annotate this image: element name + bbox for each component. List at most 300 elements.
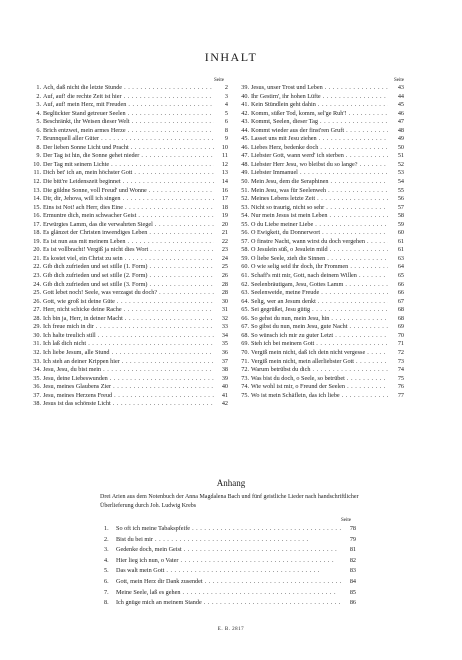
toc-entry [236,144,404,153]
entry-number: 44. [241,126,249,134]
entry-number: 71. [241,357,249,365]
entry-title: Ihr Gestirn', ihr hohen Lüfte . . . [251,93,388,102]
entry-title: Auf, auf! mein Herz, mit Freuden . . . [43,101,214,110]
entry-page-number: 10 [221,143,228,151]
entry-number: 9. [36,152,41,160]
entry-page-number: 35 [221,340,228,348]
entry-title: Kommt wieder aus der finst'ren Gruft . . . [251,127,388,136]
entry-title: So gibst du nun, mein Jesu, gute Nacht . . . [251,323,388,332]
toc-entry [236,127,404,136]
entry-number: 48. [241,160,249,168]
entry-page-number: 85 [349,588,356,596]
entry-title: Mein Jesu, was für Seelenweh . . . [251,187,388,196]
toc-entry [236,204,404,213]
toc-entry [236,383,404,392]
entry-number: 6. [36,126,41,134]
entry-number: 15. [33,203,41,211]
entry-page-number: 86 [349,599,356,607]
toc-entry [28,340,228,349]
entry-page-number: 19 [221,212,228,220]
entry-title: Ich halte treulich still . . . [43,332,214,341]
toc-entry [28,263,228,272]
entry-page-number: 77 [397,391,404,399]
toc-entry [28,298,228,307]
entry-title: Gott lebet noch! Seele, was verzagst du doch? . . . [43,289,214,298]
entry-number: 19. [33,237,41,245]
entry-number: 58. [241,246,249,254]
toc-entry [236,323,404,332]
toc-entry [104,577,356,588]
entry-page-number: 76 [397,383,404,391]
entry-title: O Ewigkeit, du Donnerwort . . . [251,229,388,238]
entry-page-number: 34 [221,331,228,339]
toc-entry [236,135,404,144]
entry-title: Es ist vollbracht! Vergiß ja nicht dies Wort . . . [43,246,214,255]
entry-title: O Jesulein süß, o Jesulein mild . . . [251,246,388,255]
entry-title: O finstre Nacht, wann wirst du doch vergehen . . . [251,238,388,247]
entry-title: Ich steh an deiner Krippen hier . . . [43,358,214,367]
toc-right-column [236,84,404,400]
entry-page-number: 26 [221,272,228,280]
entry-title: Der lieben Sonne Licht und Pracht . . . [43,144,214,153]
entry-title: Liebster Immanuel . . . [251,169,388,178]
entry-number: 2. [36,92,41,100]
entry-page-number: 39 [221,374,228,382]
entry-number: 34. [33,366,41,374]
entry-title: Jesu, Jesu, du bist mein . . . [43,366,214,375]
entry-page-number: 84 [349,577,356,585]
entry-number: 5. [104,567,109,575]
toc-entry [28,221,228,230]
entry-page-number: 33 [221,323,228,331]
entry-number: 57. [241,237,249,245]
entry-page-number: 75 [397,374,404,382]
toc-entry [28,212,228,221]
entry-title: Liebster Gott, wann werd' ich sterben . . . [251,152,388,161]
entry-title: Warum betrübst du dich . . . [251,366,388,375]
entry-number: 37. [33,391,41,399]
toc-entry [236,169,404,178]
entry-page-number: 51 [397,152,404,160]
entry-number: 56. [241,229,249,237]
entry-number: 63. [241,289,249,297]
entry-page-number: 20 [221,220,228,228]
entry-page-number: 16 [221,186,228,194]
entry-number: 73. [241,374,249,382]
toc-entry [28,127,228,136]
entry-number: 62. [241,280,249,288]
entry-number: 35. [33,374,41,382]
entry-page-number: 28 [221,289,228,297]
entry-page-number: 23 [221,246,228,254]
entry-page-number: 18 [221,203,228,211]
toc-entry [236,246,404,255]
entry-title: Es glänzet der Christen inwendiges Leben . . . [43,229,214,238]
entry-number: 42. [241,109,249,117]
entry-title: So wünsch ich mir zu guter Letzt . . . [251,332,388,341]
entry-number: 4. [36,109,41,117]
toc-entry [236,332,404,341]
entry-page-number: 74 [397,366,404,374]
toc-entry [28,204,228,213]
entry-title: Jesus ist das schönste Licht . . . [43,400,214,409]
toc-entry [104,545,356,556]
entry-page-number: 6 [224,118,228,126]
toc-entry [104,566,356,577]
entry-title: Gib dich zufrieden und sei stille (2. Form) . . . [43,272,214,281]
entry-number: 3. [36,101,41,109]
entry-page-number: 63 [397,254,404,262]
entry-title: Jesu, deine Liebeswunden . . . [43,375,214,384]
entry-title: Ach, daß nicht die letzte Stunde . . . [43,84,214,93]
entry-number: 46. [241,143,249,151]
toc-entry [236,272,404,281]
entry-title: Dich bet' ich an, mein höchster Gott . . . [43,169,214,178]
entry-page-number: 82 [349,556,356,564]
entry-title: Sei gegrüßet, Jesu gütig . . . [251,306,388,315]
entry-page-number: 17 [221,195,228,203]
anhang-list [104,524,356,609]
entry-page-number: 53 [397,169,404,177]
toc-entry [28,152,228,161]
entry-number: 3. [104,546,109,554]
entry-number: 30. [33,331,41,339]
entry-page-number: 61 [397,237,404,245]
entry-title: Jesu, meines Glaubens Zier . . . [43,383,214,392]
toc-entry [236,118,404,127]
toc-entry [28,195,228,204]
entry-number: 18. [33,229,41,237]
toc-entry [236,101,404,110]
entry-page-number: 55 [397,186,404,194]
toc-entry [236,93,404,102]
entry-title: Hier lieg ich nun, o Vater . . . [116,556,342,567]
entry-page-number: 2 [224,84,228,91]
entry-number: 43. [241,118,249,126]
entry-page-number: 59 [397,220,404,228]
entry-page-number: 58 [397,212,404,220]
entry-page-number: 54 [397,178,404,186]
entry-number: 17. [33,220,41,228]
toc-entry [28,332,228,341]
toc-entry [28,187,228,196]
entry-number: 47. [241,152,249,160]
toc-entry [236,178,404,187]
entry-page-number: 48 [397,126,404,134]
entry-page-number: 65 [397,272,404,280]
entry-number: 7. [36,135,41,143]
toc-entry [236,340,404,349]
entry-number: 1. [36,84,41,91]
entry-page-number: 68 [397,306,404,314]
entry-title: O du Liebe meiner Liebe . . . [251,221,388,230]
page-title: INHALT [204,50,258,64]
toc-entry [28,101,228,110]
entry-page-number: 25 [221,263,228,271]
entry-title: So gehst du nun, mein Jesu, hin . . . [251,315,388,324]
entry-title: Beschränkt, ihr Weisen dieser Welt . . . [43,118,214,127]
entry-page-number: 52 [397,160,404,168]
entry-page-number: 73 [397,357,404,365]
entry-page-number: 72 [397,348,404,356]
toc-entry [28,366,228,375]
toc-entry [28,306,228,315]
toc-entry [28,246,228,255]
toc-entry [236,229,404,238]
entry-number: 31. [33,340,41,348]
entry-number: 8. [104,599,109,607]
entry-number: 1. [104,525,109,532]
entry-number: 40. [241,92,249,100]
toc-entry [236,84,404,93]
entry-title: Es kostet viel, ein Christ zu sein . . . [43,255,214,264]
entry-page-number: 38 [221,366,228,374]
entry-number: 12. [33,178,41,186]
entry-title: Gott, mein Herz dir Dank zusendet . . . [116,577,342,588]
toc-entry [236,161,404,170]
entry-page-number: 60 [397,229,404,237]
toc-entry [28,84,228,93]
entry-page-number: 50 [397,143,404,151]
entry-page-number: 64 [397,263,404,271]
entry-number: 23. [33,272,41,280]
toc-entry [236,152,404,161]
entry-number: 64. [241,297,249,305]
entry-page-number: 67 [397,297,404,305]
toc-entry [104,524,356,535]
entry-title: Komm, süßer Tod, komm, sel'ge Ruh'! . . . [251,110,388,119]
entry-page-number: 66 [397,280,404,288]
entry-number: 69. [241,340,249,348]
toc-entry [28,118,228,127]
entry-number: 13. [33,186,41,194]
entry-title: Meine Seele, laß es gehen . . . [116,588,342,599]
entry-page-number: 8 [224,126,228,134]
entry-number: 61. [241,272,249,280]
entry-number: 74. [241,383,249,391]
entry-title: O liebe Seele, zieh die Sinnen . . . [251,255,388,264]
toc-entry [28,358,228,367]
entry-title: Kein Stündlein geht dahin . . . [251,101,388,110]
entry-title: Seelenweide, meine Freude . . . [251,289,388,298]
entry-number: 49. [241,169,249,177]
entry-title: O wie selig seid ihr doch, ihr Frommen . . . [251,263,388,272]
entry-page-number: 42 [221,400,228,408]
entry-page-number: 61 [397,246,404,254]
entry-title: Die güldne Sonne, voll Freud' und Wonne . . . [43,187,214,196]
entry-title: Erwürgtes Lamm, das die verwahrten Siegel . . . [43,221,214,230]
entry-page-number: 36 [221,348,228,356]
entry-page-number: 13 [221,169,228,177]
entry-page-number: 21 [221,229,228,237]
entry-title: Ich laß dich nicht . . . [43,340,214,349]
entry-title: Brich entzwei, mein armes Herze . . . [43,127,214,136]
entry-number: 54. [241,212,249,220]
entry-page-number: 30 [221,297,228,305]
entry-number: 41. [241,101,249,109]
entry-title: Gott, wie groß ist deine Güte . . . [43,298,214,307]
toc-entry [236,366,404,375]
entry-page-number: 24 [221,254,228,262]
entry-page-number: 4 [224,101,228,109]
entry-page-number: 22 [221,237,228,245]
anhang-title: Anhang [216,478,246,488]
entry-number: 21. [33,254,41,262]
entry-number: 5. [36,118,41,126]
entry-page-number: 37 [221,357,228,365]
entry-page-number: 69 [397,323,404,331]
seite-label-left: Seite [214,78,224,83]
entry-title: Ich gnüge mich an meinem Stande . . . [116,598,342,609]
entry-number: 32. [33,348,41,356]
entry-title: Liebster Herr Jesu, wo bleibst du so lange? . . . [251,161,388,170]
entry-number: 2. [104,535,109,543]
entry-page-number: 12 [221,160,228,168]
entry-title: Vergiß mein nicht, mein allerliebster Gott . . . [251,358,388,367]
toc-entry [28,135,228,144]
entry-page-number: 44 [397,92,404,100]
entry-page-number: 68 [397,314,404,322]
entry-number: 55. [241,220,249,228]
toc-entry [28,315,228,324]
entry-page-number: 46 [397,109,404,117]
entry-title: Was bist du doch, o Seele, so betrübet . . . [251,375,388,384]
entry-page-number: 31 [221,306,228,314]
toc-entry [28,229,228,238]
entry-title: Ermuntre dich, mein schwacher Geist . . . [43,212,214,221]
entry-page-number: 3 [224,92,228,100]
entry-page-number: 71 [397,340,404,348]
entry-title: Schaff's mit mir, Gott, nach deinem Willen . . . [251,272,388,281]
entry-number: 26. [33,297,41,305]
entry-title: Kommt, Seelen, dieser Tag . . . [251,118,388,127]
toc-entry [28,272,228,281]
entry-number: 16. [33,212,41,220]
toc-entry [236,392,404,401]
toc-entry [104,588,356,599]
entry-page-number: 45 [397,101,404,109]
entry-title: Jesus, unser Trost und Leben . . . [251,84,388,93]
toc-entry [236,298,404,307]
entry-number: 29. [33,323,41,331]
toc-entry [236,358,404,367]
entry-page-number: 40 [221,383,228,391]
entry-page-number: 56 [397,195,404,203]
toc-entry [28,400,228,409]
entry-number: 39. [241,84,249,91]
entry-title: Selig, wer an Jesum denkt . . . [251,298,388,307]
toc-entry [28,93,228,102]
entry-page-number: 28 [221,280,228,288]
entry-number: 45. [241,135,249,143]
toc-entry [28,289,228,298]
entry-number: 4. [104,556,109,564]
entry-number: 38. [33,400,41,408]
toc-entry [236,263,404,272]
entry-title: Meines Lebens letzte Zeit . . . [251,195,388,204]
entry-number: 33. [33,357,41,365]
entry-title: Gib dich zufrieden und sei stille (3. Form) . . . [43,281,214,290]
toc-entry [28,281,228,290]
entry-title: Es ist nun aus mit meinem Leben . . . [43,238,214,247]
entry-title: Vergiß mein nicht, daß ich dein nicht vergesse . . . [251,349,388,358]
toc-entry [28,169,228,178]
entry-number: 24. [33,280,41,288]
entry-title: Ich freue mich in dir . . . [43,323,214,332]
entry-page-number: 11 [222,152,228,160]
entry-number: 20. [33,246,41,254]
toc-left-column [28,84,228,409]
entry-title: Das walt mein Gott . . . [116,566,342,577]
entry-number: 6. [104,577,109,585]
entry-number: 22. [33,263,41,271]
entry-number: 72. [241,366,249,374]
footer-catalog-number: E. B. 2817 [217,627,245,632]
entry-title: Dir, dir, Jehova, will ich singen . . . [43,195,214,204]
entry-number: 59. [241,254,249,262]
toc-entry [104,556,356,567]
entry-number: 8. [36,143,41,151]
entry-title: Steh ich bei meinem Gott . . . [251,340,388,349]
entry-title: Wo ist mein Schäflein, das ich liebe . . . [251,392,388,401]
entry-number: 67. [241,323,249,331]
toc-entry [236,238,404,247]
entry-number: 52. [241,195,249,203]
entry-page-number: 9 [224,135,228,143]
entry-title: Auf, auf! die rechte Zeit ist hier . . . [43,93,214,102]
entry-page-number: 14 [221,178,228,186]
toc-entry [236,110,404,119]
entry-page-number: 79 [349,535,356,543]
toc-entry [236,306,404,315]
entry-page-number: 70 [397,331,404,339]
entry-number: 65. [241,306,249,314]
entry-title: Brunnquell aller Güter . . . [43,135,214,144]
entry-page-number: 5 [224,109,228,117]
toc-entry [28,375,228,384]
entry-number: 60. [241,263,249,271]
entry-number: 14. [33,195,41,203]
toc-entry [236,187,404,196]
toc-entry [236,375,404,384]
toc-entry [236,281,404,290]
entry-title: Jesu, meines Herzens Freud . . . [43,392,214,401]
toc-entry [236,255,404,264]
entry-title: Lasset uns mit Jesu ziehen . . . [251,135,388,144]
toc-entry [236,289,404,298]
entry-page-number: 66 [397,289,404,297]
toc-entry [104,598,356,609]
seite-label-right: Seite [394,78,404,83]
entry-title: Mein Jesu, dem die Seraphinen . . . [251,178,388,187]
entry-title: Wie wohl ist mir, o Freund der Seelen . . . [251,383,388,392]
toc-entry [236,212,404,221]
entry-title: Nur mein Jesus ist mein Leben . . . [251,212,388,221]
entry-number: 27. [33,306,41,314]
toc-entry [28,238,228,247]
toc-entry [28,323,228,332]
entry-page-number: 78 [349,525,356,532]
entry-number: 75. [241,391,249,399]
toc-entry [28,392,228,401]
entry-title: Gib dich zufrieden und sei stille (1. Form) . . . [43,263,214,272]
toc-entry [28,178,228,187]
entry-title: Liebes Herz, bedenke doch . . . [251,144,388,153]
toc-entry [236,349,404,358]
entry-number: 51. [241,186,249,194]
toc-entry [28,255,228,264]
entry-title: Nicht so traurig, nicht so sehr . . . [251,204,388,213]
